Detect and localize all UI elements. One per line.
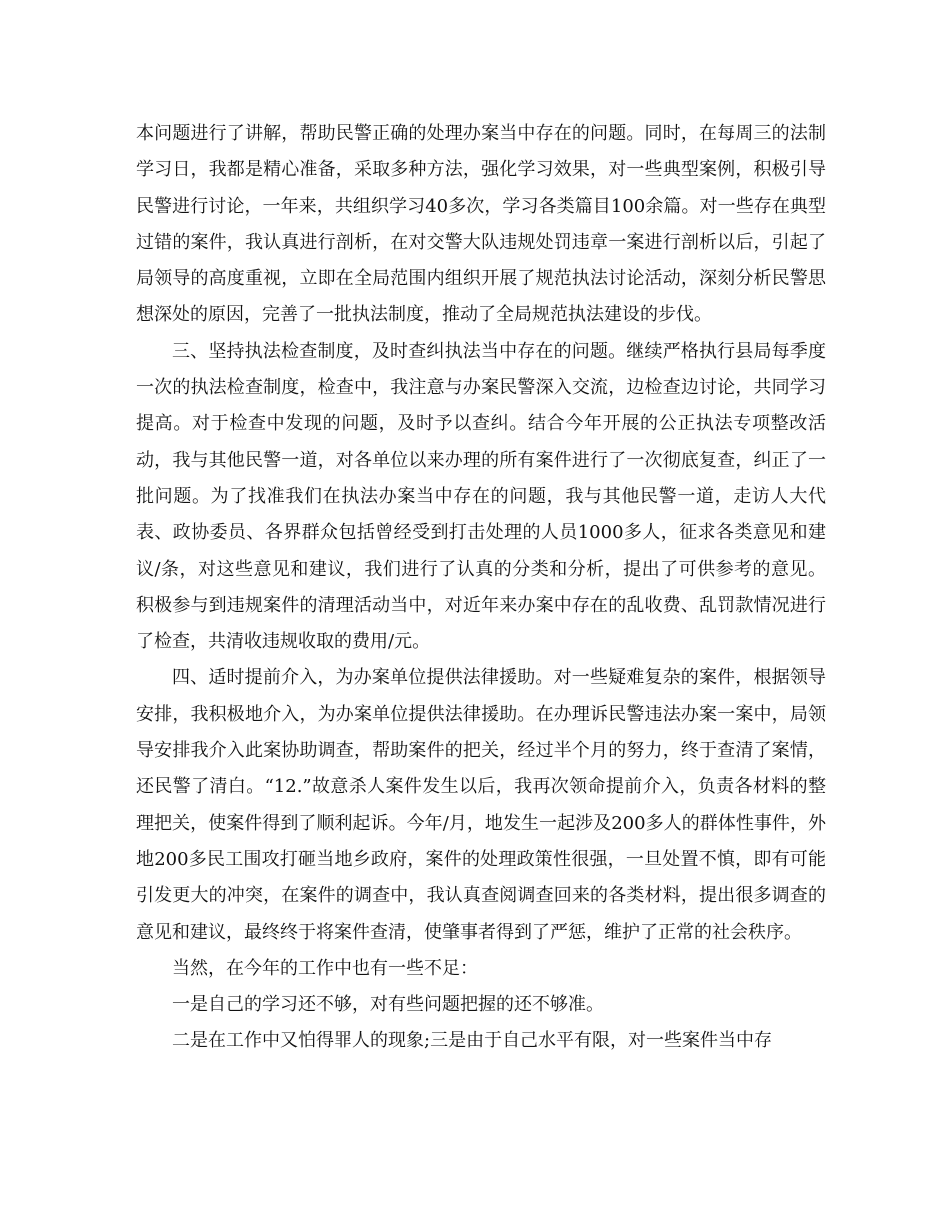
paragraph-3: 四、适时提前介入，为办案单位提供法律援助。对一些疑难复杂的案件，根据领导安排，我积极地介入，为办案单位提供法律援助。在办理诉民警违法办案一案中，局领导安排我介入此案协助调查，帮助案件的把关，经过半个月的努力，终于查清了案情，还民警了清白。“12.”故意杀人案件发生以后，我再次领命提前介入，负责各材料的整理把关，使案件得到了顺利起诉。今年/月，地发生一起涉及200多人的群体性事件，外地200多民工围攻打砸当地乡政府，案件的处理政策性很强，一旦处置不慎，即有可能引发更大的冲突，在案件的调查中，我认真查阅调查回来的各类材料，提出很多调查的意见和建议，最终终于将案件查清，使肇事者得到了严惩，维护了正常的社会秩序。 [136, 667, 826, 943]
paragraph-2: 三、坚持执法检查制度，及时查纠执法当中存在的问题。继续严格执行县局每季度一次的执法检查制度，检查中，我注意与办案民警深入交流，边检查边讨论，共同学习提高。对于检查中发现的问题，及时予以查纠。结合今年开展的公正执法专项整改活动，我与其他民警一道，对各单位以来办理的所有案件进行了一次彻底复查，纠正了一批问题。为了找准我们在执法办案当中存在的问题，我与其他民警一道，走访人大代表、政协委员、各界群众包括曾经受到打击处理的人员1000多人，征求各类意见和建议/条，对这些意见和建议，我们进行了认真的分类和分析，提出了可供参考的意见。积极参与到违规案件的清理活动当中，对近年来办案中存在的乱收费、乱罚款情况进行了检查，共清收违规收取的费用/元。 [136, 340, 826, 653]
paragraph-1: 本问题进行了讲解，帮助民警正确的处理办案当中存在的问题。同时，在每周三的法制学习日，我都是精心准备，采取多种方法，强化学习效果，对一些典型案例，积极引导民警进行讨论，一年来，共组织学习40多次，学习各类篇目100余篇。对一些存在典型过错的案件，我认真进行剖析，在对交警大队违规处罚违章一案进行剖析以后，引起了局领导的高度重视，立即在全局范围内组织开展了规范执法讨论活动，深刻分析民警思想深处的原因，完善了一批执法制度，推动了全局规范执法建设的步伐。 [136, 123, 826, 326]
paragraph-6: 二是在工作中又怕得罪人的现象;三是由于自己水平有限，对一些案件当中存 [172, 1030, 773, 1052]
paragraph-5: 一是自己的学习还不够，对有些问题把握的还不够准。 [172, 994, 604, 1016]
paragraph-4: 当然，在今年的工作中也有一些不足： [172, 957, 478, 979]
document-body [136, 116, 826, 1060]
